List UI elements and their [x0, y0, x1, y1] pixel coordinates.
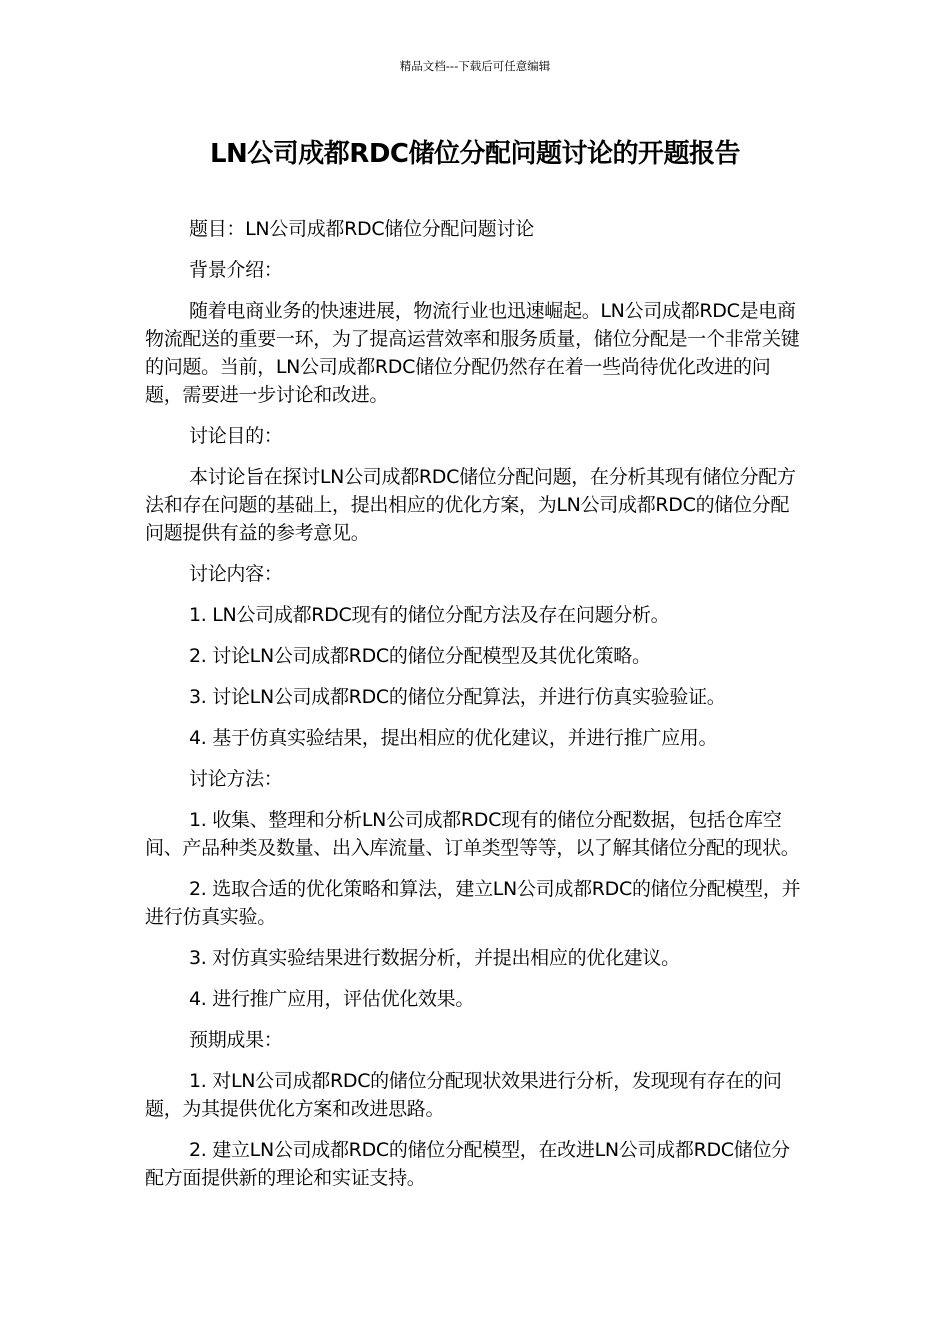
document-body — [145, 215, 805, 1205]
content-item-1: 1. LN公司成都RDC现有的储位分配方法及存在问题分析。 — [189, 604, 670, 626]
method-item-1: 1. 收集、整理和分析LN公司成都RDC现有的储位分配数据，包括仓库空间、产品种类及数量、出入库流量、订单类型等等，以了解其储位分配的现状。 — [145, 809, 800, 859]
page-header: 精品文档---下载后可任意编辑 — [399, 59, 551, 73]
paragraph-topic: 题目：LN公司成都RDC储位分配问题讨论 — [189, 218, 534, 240]
heading-expected-results: 预期成果： — [189, 1029, 283, 1051]
result-item-1: 1. 对LN公司成都RDC的储位分配现状效果进行分析，发现现有存在的问题，为其提供优化方案和改进思路。 — [145, 1070, 782, 1120]
heading-background: 背景介绍： — [189, 259, 283, 281]
heading-content: 讨论内容： — [189, 563, 283, 585]
method-item-4: 4. 进行推广应用，评估优化效果。 — [189, 988, 475, 1010]
content-item-3: 3. 讨论LN公司成都RDC的储位分配算法，并进行仿真实验验证。 — [189, 686, 726, 708]
content-item-4: 4. 基于仿真实验结果，提出相应的优化建议，并进行推广应用。 — [189, 727, 718, 749]
content-item-2: 2. 讨论LN公司成都RDC的储位分配模型及其优化策略。 — [189, 645, 651, 667]
heading-purpose: 讨论目的： — [189, 425, 283, 447]
method-item-3: 3. 对仿真实验结果进行数据分析，并提出相应的优化建议。 — [189, 947, 680, 969]
paragraph-background: 随着电商业务的快速进展，物流行业也迅速崛起。LN公司成都RDC是电商物流配送的重要一环，为了提高运营效率和服务质量，储位分配是一个非常关键的问题。当前，LN公司成都RDC储位分配仍然存在着一些尚待优化改进的问题，需要进一步讨论和改进。 — [145, 300, 800, 406]
paragraph-purpose: 本讨论旨在探讨LN公司成都RDC储位分配问题，在分析其现有储位分配方法和存在问题的基础上，提出相应的优化方案，为LN公司成都RDC的储位分配问题提供有益的参考意见。 — [145, 466, 796, 544]
result-item-2: 2. 建立LN公司成都RDC的储位分配模型，在改进LN公司成都RDC储位分配方面提供新的理论和实证支持。 — [145, 1139, 790, 1189]
method-item-2: 2. 选取合适的优化策略和算法，建立LN公司成都RDC的储位分配模型，并进行仿真实验。 — [145, 878, 801, 928]
document-title: LN公司成都RDC储位分配问题讨论的开题报告 — [209, 139, 740, 169]
heading-method: 讨论方法： — [189, 768, 283, 790]
